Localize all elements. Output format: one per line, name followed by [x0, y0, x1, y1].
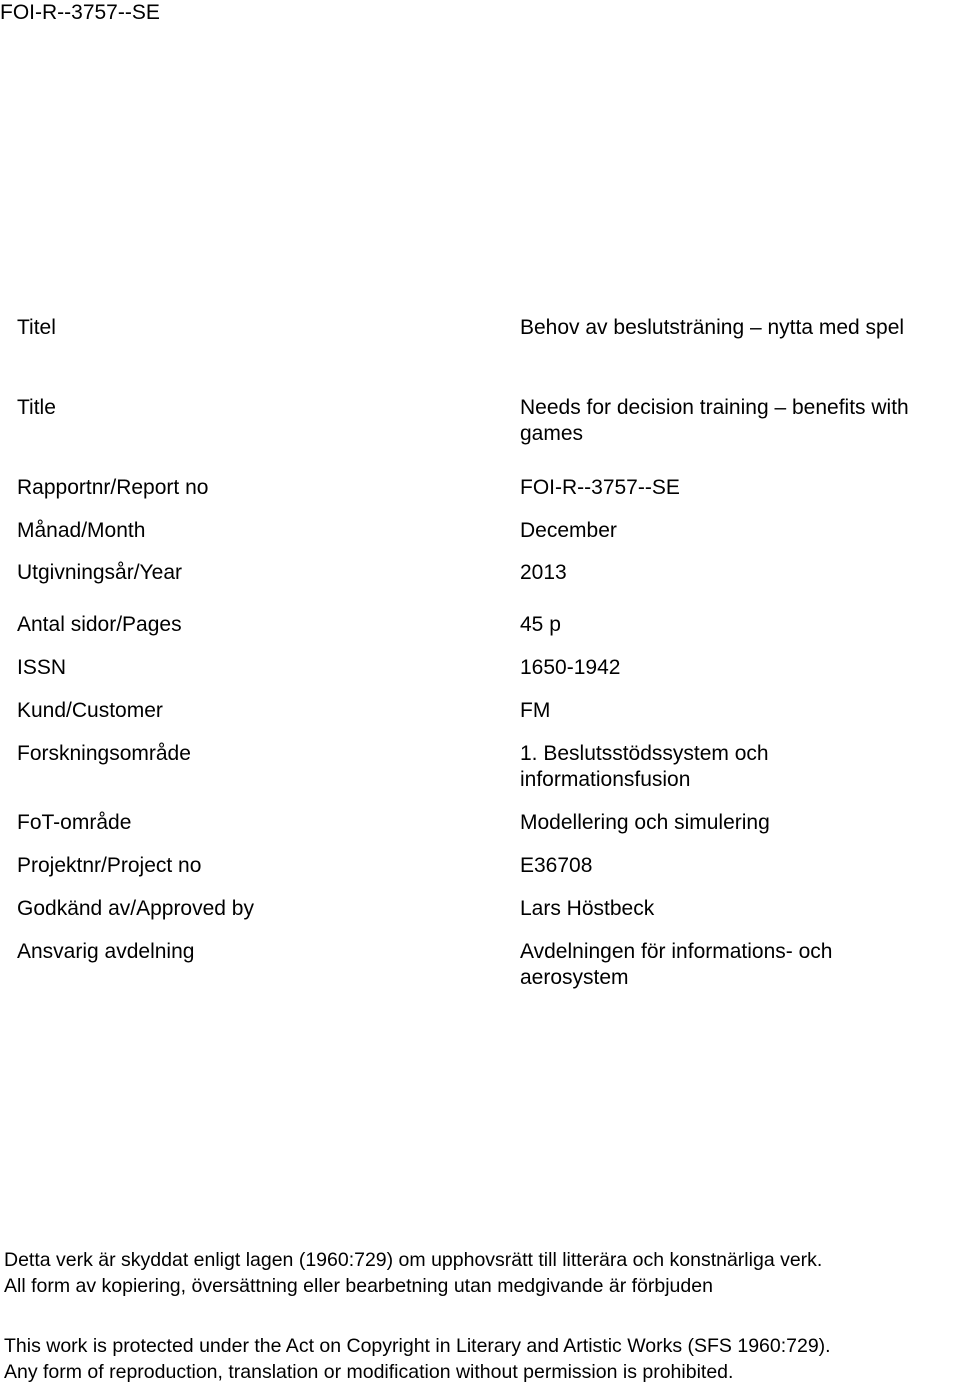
copyright-en-line-1: This work is protected under the Act on Copyright in Literary and Artistic Works (SFS 1960:729).: [4, 1335, 831, 1357]
copyright-sv-line-2: All form av kopiering, översättning eller bearbetning utan medgivande är förbjuden: [4, 1275, 713, 1297]
field-label-issn: ISSN: [17, 656, 67, 679]
field-label-report-no: Rapportnr/Report no: [17, 476, 209, 499]
field-label-fot-area: FoT-område: [17, 811, 132, 834]
copyright-sv-line-1: Detta verk är skyddat enligt lagen (1960:729) om upphovsrätt till litterära och konstnärliga verk.: [4, 1249, 823, 1271]
field-value-fot-area: Modellering och simulering: [520, 811, 770, 834]
field-value-month: December: [520, 519, 617, 542]
field-label-month: Månad/Month: [17, 519, 146, 542]
field-label-customer: Kund/Customer: [17, 699, 163, 722]
field-value-titel: Behov av beslutsträning – nytta med spel: [520, 316, 905, 339]
field-value-approved-by: Lars Höstbeck: [520, 897, 655, 920]
field-label-research-area: Forskningsområde: [17, 742, 191, 765]
field-value-department: Avdelningen för informations- och aerosystem: [520, 940, 833, 989]
field-value-year: 2013: [520, 561, 567, 584]
field-label-approved-by: Godkänd av/Approved by: [17, 897, 254, 920]
report-id-header: FOI-R--3757--SE: [0, 1, 160, 24]
field-label-titel: Titel: [17, 316, 56, 339]
field-value-project-no: E36708: [520, 854, 593, 877]
field-value-issn: 1650-1942: [520, 656, 621, 679]
copyright-en-line-2: Any form of reproduction, translation or modification without permission is prohibited.: [4, 1361, 734, 1383]
field-label-project-no: Projektnr/Project no: [17, 854, 202, 877]
field-label-department: Ansvarig avdelning: [17, 940, 195, 963]
field-value-report-no: FOI-R--3757--SE: [520, 476, 680, 499]
field-label-year: Utgivningsår/Year: [17, 561, 182, 584]
field-value-customer: FM: [520, 699, 551, 722]
field-value-title: Needs for decision training – benefits with games: [520, 396, 909, 445]
field-value-pages: 45 p: [520, 613, 561, 636]
field-label-pages: Antal sidor/Pages: [17, 613, 182, 636]
field-value-research-area: 1. Beslutsstödssystem och informationsfusion: [520, 742, 769, 791]
field-label-title: Title: [17, 396, 56, 419]
